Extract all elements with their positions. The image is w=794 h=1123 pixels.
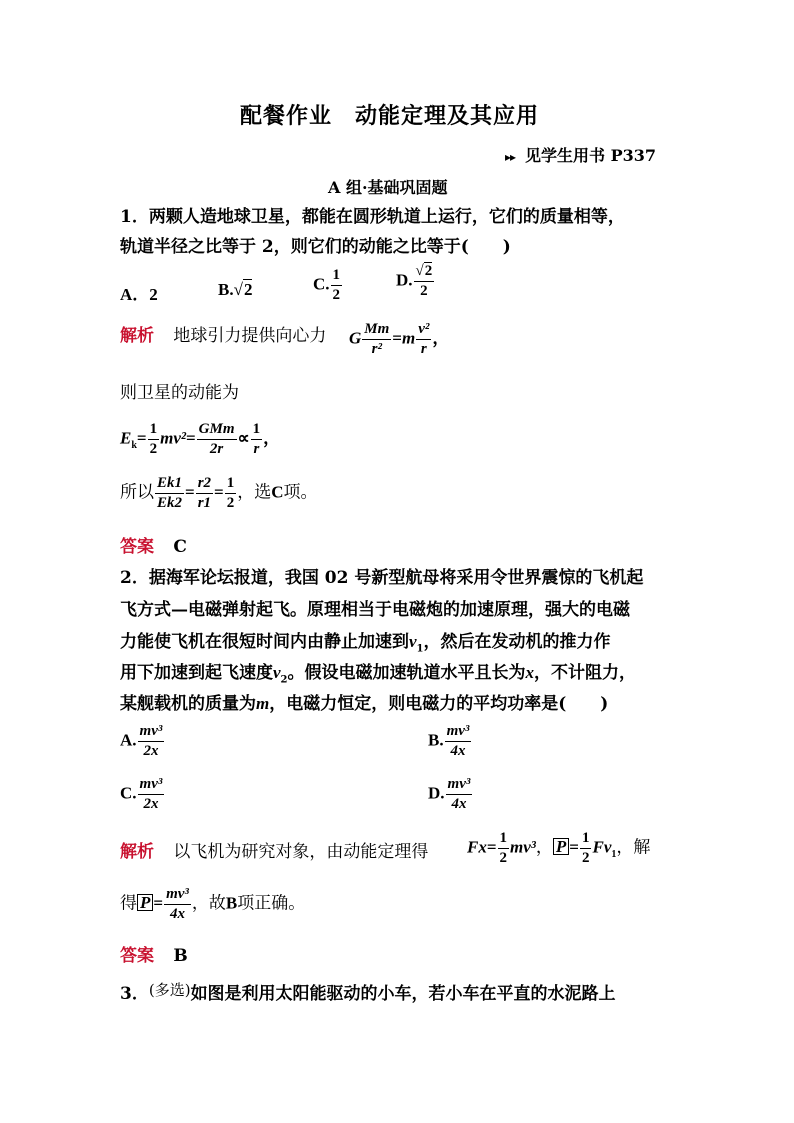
q2-line2: 飞方式—电磁弹射起飞。原理相当于电磁炮的加速原理，强大的电磁 xyxy=(120,600,630,620)
group-a-title: A 组·基础巩固题 xyxy=(328,178,448,197)
q1-option-b: B.√2 xyxy=(218,280,253,299)
q2-equation-power: 得 P = $\frac{\text{mv³}}{4x}$ ，故B项正确。 xyxy=(120,886,306,922)
analysis-label: 解析 xyxy=(120,326,154,346)
q2-analysis: 解析 以飞机为研究对象，由动能定理得 xyxy=(120,842,429,862)
q1-equation-ratio: 所以 $\frac{Ek1}{Ek2}$ = $\frac{r2}{r1}$ = $\frac{1}{2}$ ，选C项。 xyxy=(120,475,318,511)
q1-analysis: 解析 地球引力提供向心力 xyxy=(120,326,327,346)
page-reference-text: 见学生用书 P337 xyxy=(525,146,657,165)
page-title: 配餐作业 动能定理及其应用 xyxy=(240,103,540,129)
q2-equation-work: Fx= $\frac{1}{2}$ mv³， P = $\frac{1}{2}$ $Fv_1$，解 xyxy=(467,830,651,866)
q1-line1: 1．两颗人造地球卫星，都能在圆形轨道上运行，它们的质量相等， xyxy=(120,207,625,227)
q1-answer: 答案 C xyxy=(120,537,187,557)
q2-option-a: A. $\frac{\text{mv³}}{2x}$ xyxy=(120,723,163,759)
double-arrow-icon: ▸▸ xyxy=(505,150,516,164)
q2-option-b: B. $\frac{\text{mv³}}{4x}$ xyxy=(428,723,470,759)
q2-line1: 2．据海军论坛报道，我国 02 号新型航母将采用令世界震惊的飞机起 xyxy=(120,568,644,588)
q2-line3: 力能使飞机在很短时间内由静止加速到$v_1$，然后在发动机的推力作 xyxy=(120,632,611,655)
q1-equation-energy: $E_k=$ $\frac{1}{2}$ mv²= $\frac{\text{GMm}}{2r}$ ∝ $\frac{1}{r}$ ， xyxy=(120,421,281,457)
q1-energy-line: 则卫星的动能为 xyxy=(120,383,239,403)
q2-option-c: C. $\frac{\text{mv³}}{2x}$ xyxy=(120,776,163,812)
q2-option-d: D. $\frac{\text{mv³}}{4x}$ xyxy=(428,776,471,812)
answer-label: 答案 xyxy=(120,946,154,966)
q2-line4: 用下加速到起飞速度$v_2$。假设电磁加速轨道水平且长为x，不计阻力， xyxy=(120,663,637,686)
q1-option-d: D. $\frac{√2}{2}$ xyxy=(396,263,433,299)
q1-option-a: A．2 xyxy=(120,285,158,304)
q2-answer: 答案 B xyxy=(120,946,188,966)
analysis-label: 解析 xyxy=(120,842,154,862)
q1-equation-gravity: G $\frac{Mm}{\text{r²}}$ =m $\frac{\text{v²}}{r}$ ， xyxy=(349,321,450,357)
q2-line5: 某舰载机的质量为m，电磁力恒定，则电磁力的平均功率是( ) xyxy=(120,694,609,714)
page-reference xyxy=(505,143,656,166)
q1-line2: 轨道半径之比等于 2，则它们的动能之比等于( ) xyxy=(120,237,511,257)
q3-line1: 3．(多选)如图是利用太阳能驱动的小车，若小车在平直的水泥路上 xyxy=(120,981,616,1004)
answer-label: 答案 xyxy=(120,537,154,557)
multi-choice-tag: (多选) xyxy=(148,981,191,999)
q1-option-c: C. $\frac{1}{2}$ xyxy=(313,267,341,303)
